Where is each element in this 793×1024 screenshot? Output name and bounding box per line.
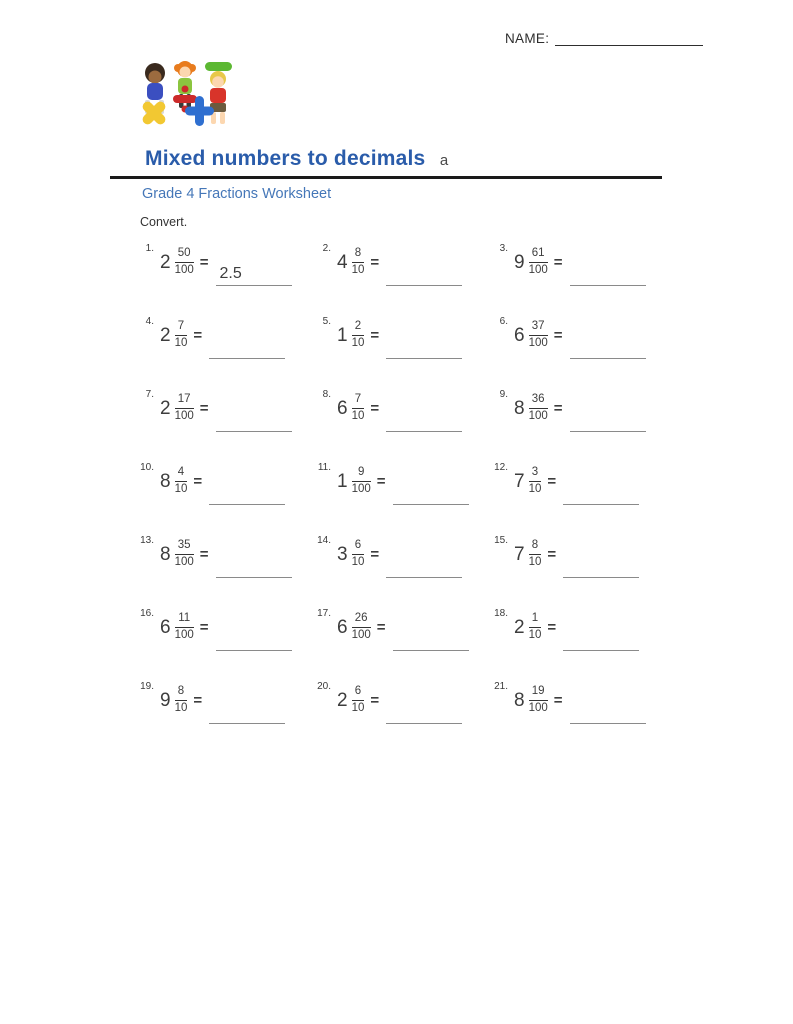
fraction xyxy=(352,247,365,278)
fraction xyxy=(529,247,548,278)
answer-line[interactable] xyxy=(216,406,292,432)
fraction xyxy=(352,685,365,716)
problem-item xyxy=(490,518,667,591)
fraction-numerator: 9 xyxy=(352,466,371,482)
fraction-denominator: 100 xyxy=(528,410,548,422)
equals-sign: = xyxy=(370,400,380,417)
answer-line[interactable] xyxy=(209,698,285,724)
fraction xyxy=(352,612,371,643)
fraction-numerator: 37 xyxy=(529,320,548,336)
problem-number: 1. xyxy=(145,243,154,254)
whole-number: 1 xyxy=(337,324,348,346)
problem-number: 7. xyxy=(145,389,154,400)
problem-item xyxy=(136,591,313,664)
problem-item xyxy=(136,664,313,737)
fraction-numerator: 6 xyxy=(352,685,365,701)
equals-sign: = xyxy=(370,327,380,344)
whole-number: 6 xyxy=(514,324,525,346)
whole-number: 8 xyxy=(514,689,525,711)
fraction-numerator: 8 xyxy=(352,247,365,263)
problem-number: 3. xyxy=(499,243,508,254)
problem-number: 6. xyxy=(499,316,508,327)
equals-sign: = xyxy=(547,473,557,490)
answer-line[interactable] xyxy=(570,406,646,432)
fraction xyxy=(352,393,365,424)
equals-sign: = xyxy=(376,619,386,636)
equals-sign: = xyxy=(553,327,563,344)
fraction-numerator: 26 xyxy=(352,612,371,628)
whole-number: 8 xyxy=(160,543,171,565)
fraction-numerator: 4 xyxy=(175,466,188,482)
name-row xyxy=(505,31,703,46)
answer-line[interactable] xyxy=(386,698,462,724)
fraction-denominator: 100 xyxy=(528,702,548,714)
problem-item xyxy=(136,372,313,445)
fraction-numerator: 7 xyxy=(175,320,188,336)
fraction-numerator: 7 xyxy=(352,393,365,409)
whole-number: 3 xyxy=(337,543,348,565)
instruction-text: Convert. xyxy=(140,215,188,229)
problem-item xyxy=(313,372,490,445)
problem-number: 10. xyxy=(140,462,154,473)
answer-line[interactable] xyxy=(570,260,646,286)
fraction xyxy=(529,539,542,570)
fraction-denominator: 100 xyxy=(174,556,194,568)
fraction-denominator: 100 xyxy=(528,264,548,276)
problem-number: 5. xyxy=(322,316,331,327)
whole-number: 8 xyxy=(160,470,171,492)
fraction-numerator: 11 xyxy=(175,612,194,628)
fraction xyxy=(352,466,371,497)
fraction xyxy=(175,393,194,424)
fraction xyxy=(175,247,194,278)
kids-math-clipart-icon xyxy=(133,58,238,142)
equals-sign: = xyxy=(553,400,563,417)
answer-line[interactable] xyxy=(393,479,469,505)
whole-number: 7 xyxy=(514,470,525,492)
fraction xyxy=(175,466,188,497)
answer-line[interactable] xyxy=(563,625,639,651)
problem-item xyxy=(136,299,313,372)
fraction xyxy=(529,320,548,351)
fraction-numerator: 61 xyxy=(529,247,548,263)
problem-number: 18. xyxy=(494,608,508,619)
fraction-numerator: 17 xyxy=(175,393,194,409)
fraction xyxy=(529,393,548,424)
problem-item xyxy=(313,591,490,664)
fraction-numerator: 8 xyxy=(529,539,542,555)
title-wrap xyxy=(145,147,685,171)
fraction-denominator: 10 xyxy=(174,702,188,714)
problem-item xyxy=(313,226,490,299)
problem-number: 12. xyxy=(494,462,508,473)
whole-number: 9 xyxy=(514,251,525,273)
answer-line[interactable] xyxy=(570,698,646,724)
equals-sign: = xyxy=(199,619,209,636)
title-suffix: a xyxy=(439,152,449,169)
problem-number: 15. xyxy=(494,535,508,546)
fraction-numerator: 2 xyxy=(352,320,365,336)
answer-line[interactable] xyxy=(216,260,292,286)
equals-sign: = xyxy=(370,546,380,563)
name-label: NAME: xyxy=(505,31,550,46)
name-input-line[interactable] xyxy=(555,32,703,46)
problem-item xyxy=(136,518,313,591)
equals-sign: = xyxy=(193,327,203,344)
equals-sign: = xyxy=(553,254,563,271)
answer-line[interactable] xyxy=(209,479,285,505)
answer-value: 2.5 xyxy=(219,264,242,282)
fraction-denominator: 10 xyxy=(174,483,188,495)
fraction-denominator: 100 xyxy=(174,264,194,276)
answer-line[interactable] xyxy=(216,625,292,651)
fraction-denominator: 10 xyxy=(528,629,542,641)
whole-number: 2 xyxy=(337,689,348,711)
fraction-numerator: 6 xyxy=(352,539,365,555)
fraction-numerator: 1 xyxy=(529,612,542,628)
fraction-numerator: 19 xyxy=(529,685,548,701)
answer-line[interactable] xyxy=(209,333,285,359)
fraction xyxy=(529,685,548,716)
problem-number: 19. xyxy=(140,681,154,692)
answer-line[interactable] xyxy=(563,479,639,505)
equals-sign: = xyxy=(199,400,209,417)
problem-number: 16. xyxy=(140,608,154,619)
whole-number: 2 xyxy=(160,324,171,346)
fraction xyxy=(352,320,365,351)
problem-item xyxy=(490,664,667,737)
fraction-denominator: 100 xyxy=(174,629,194,641)
fraction-denominator: 10 xyxy=(528,483,542,495)
problem-item xyxy=(136,445,313,518)
equals-sign: = xyxy=(199,254,209,271)
whole-number: 8 xyxy=(514,397,525,419)
problem-number: 13. xyxy=(140,535,154,546)
fraction xyxy=(352,539,365,570)
problem-number: 2. xyxy=(322,243,331,254)
whole-number: 2 xyxy=(514,616,525,638)
problem-number: 4. xyxy=(145,316,154,327)
problem-item xyxy=(313,664,490,737)
whole-number: 2 xyxy=(160,397,171,419)
fraction-denominator: 100 xyxy=(351,629,371,641)
equals-sign: = xyxy=(376,473,386,490)
problem-number: 20. xyxy=(317,681,331,692)
problem-item xyxy=(490,299,667,372)
equals-sign: = xyxy=(199,546,209,563)
title-rule xyxy=(110,176,662,179)
whole-number: 1 xyxy=(337,470,348,492)
fraction xyxy=(175,539,194,570)
fraction-denominator: 10 xyxy=(351,556,365,568)
whole-number: 6 xyxy=(160,616,171,638)
problem-number: 17. xyxy=(317,608,331,619)
problem-number: 8. xyxy=(322,389,331,400)
problem-item xyxy=(490,372,667,445)
fraction xyxy=(175,320,188,351)
problem-item xyxy=(313,299,490,372)
whole-number: 4 xyxy=(337,251,348,273)
fraction-denominator: 10 xyxy=(351,264,365,276)
fraction xyxy=(529,612,542,643)
fraction xyxy=(175,612,194,643)
problem-item xyxy=(490,445,667,518)
problem-number: 21. xyxy=(494,681,508,692)
equals-sign: = xyxy=(370,254,380,271)
fraction xyxy=(529,466,542,497)
answer-line[interactable] xyxy=(570,333,646,359)
problem-item xyxy=(313,445,490,518)
equals-sign: = xyxy=(547,619,557,636)
answer-line[interactable] xyxy=(216,552,292,578)
whole-number: 6 xyxy=(337,397,348,419)
fraction-denominator: 100 xyxy=(528,337,548,349)
problem-item xyxy=(490,591,667,664)
fraction xyxy=(175,685,188,716)
worksheet-subtitle: Grade 4 Fractions Worksheet xyxy=(142,186,332,202)
answer-line[interactable] xyxy=(386,260,462,286)
fraction-numerator: 35 xyxy=(175,539,194,555)
equals-sign: = xyxy=(193,692,203,709)
equals-sign: = xyxy=(193,473,203,490)
answer-line[interactable] xyxy=(386,552,462,578)
answer-line[interactable] xyxy=(386,333,462,359)
problem-number: 9. xyxy=(499,389,508,400)
fraction-denominator: 100 xyxy=(174,410,194,422)
problems-grid xyxy=(136,226,670,737)
fraction-denominator: 10 xyxy=(351,337,365,349)
fraction-denominator: 100 xyxy=(351,483,371,495)
problem-item xyxy=(490,226,667,299)
equals-sign: = xyxy=(370,692,380,709)
equals-sign: = xyxy=(547,546,557,563)
fraction-numerator: 50 xyxy=(175,247,194,263)
whole-number: 7 xyxy=(514,543,525,565)
fraction-numerator: 8 xyxy=(175,685,188,701)
fraction-denominator: 10 xyxy=(351,702,365,714)
problem-number: 14. xyxy=(317,535,331,546)
problem-item xyxy=(313,518,490,591)
answer-line[interactable] xyxy=(393,625,469,651)
fraction-denominator: 10 xyxy=(528,556,542,568)
problem-number: 11. xyxy=(317,462,331,473)
fraction-numerator: 3 xyxy=(529,466,542,482)
answer-line[interactable] xyxy=(563,552,639,578)
page-title: Mixed numbers to decimals xyxy=(145,147,426,170)
whole-number: 9 xyxy=(160,689,171,711)
problem-item xyxy=(136,226,313,299)
fraction-denominator: 10 xyxy=(351,410,365,422)
answer-line[interactable] xyxy=(386,406,462,432)
fraction-numerator: 36 xyxy=(529,393,548,409)
whole-number: 2 xyxy=(160,251,171,273)
equals-sign: = xyxy=(553,692,563,709)
whole-number: 6 xyxy=(337,616,348,638)
fraction-denominator: 10 xyxy=(174,337,188,349)
